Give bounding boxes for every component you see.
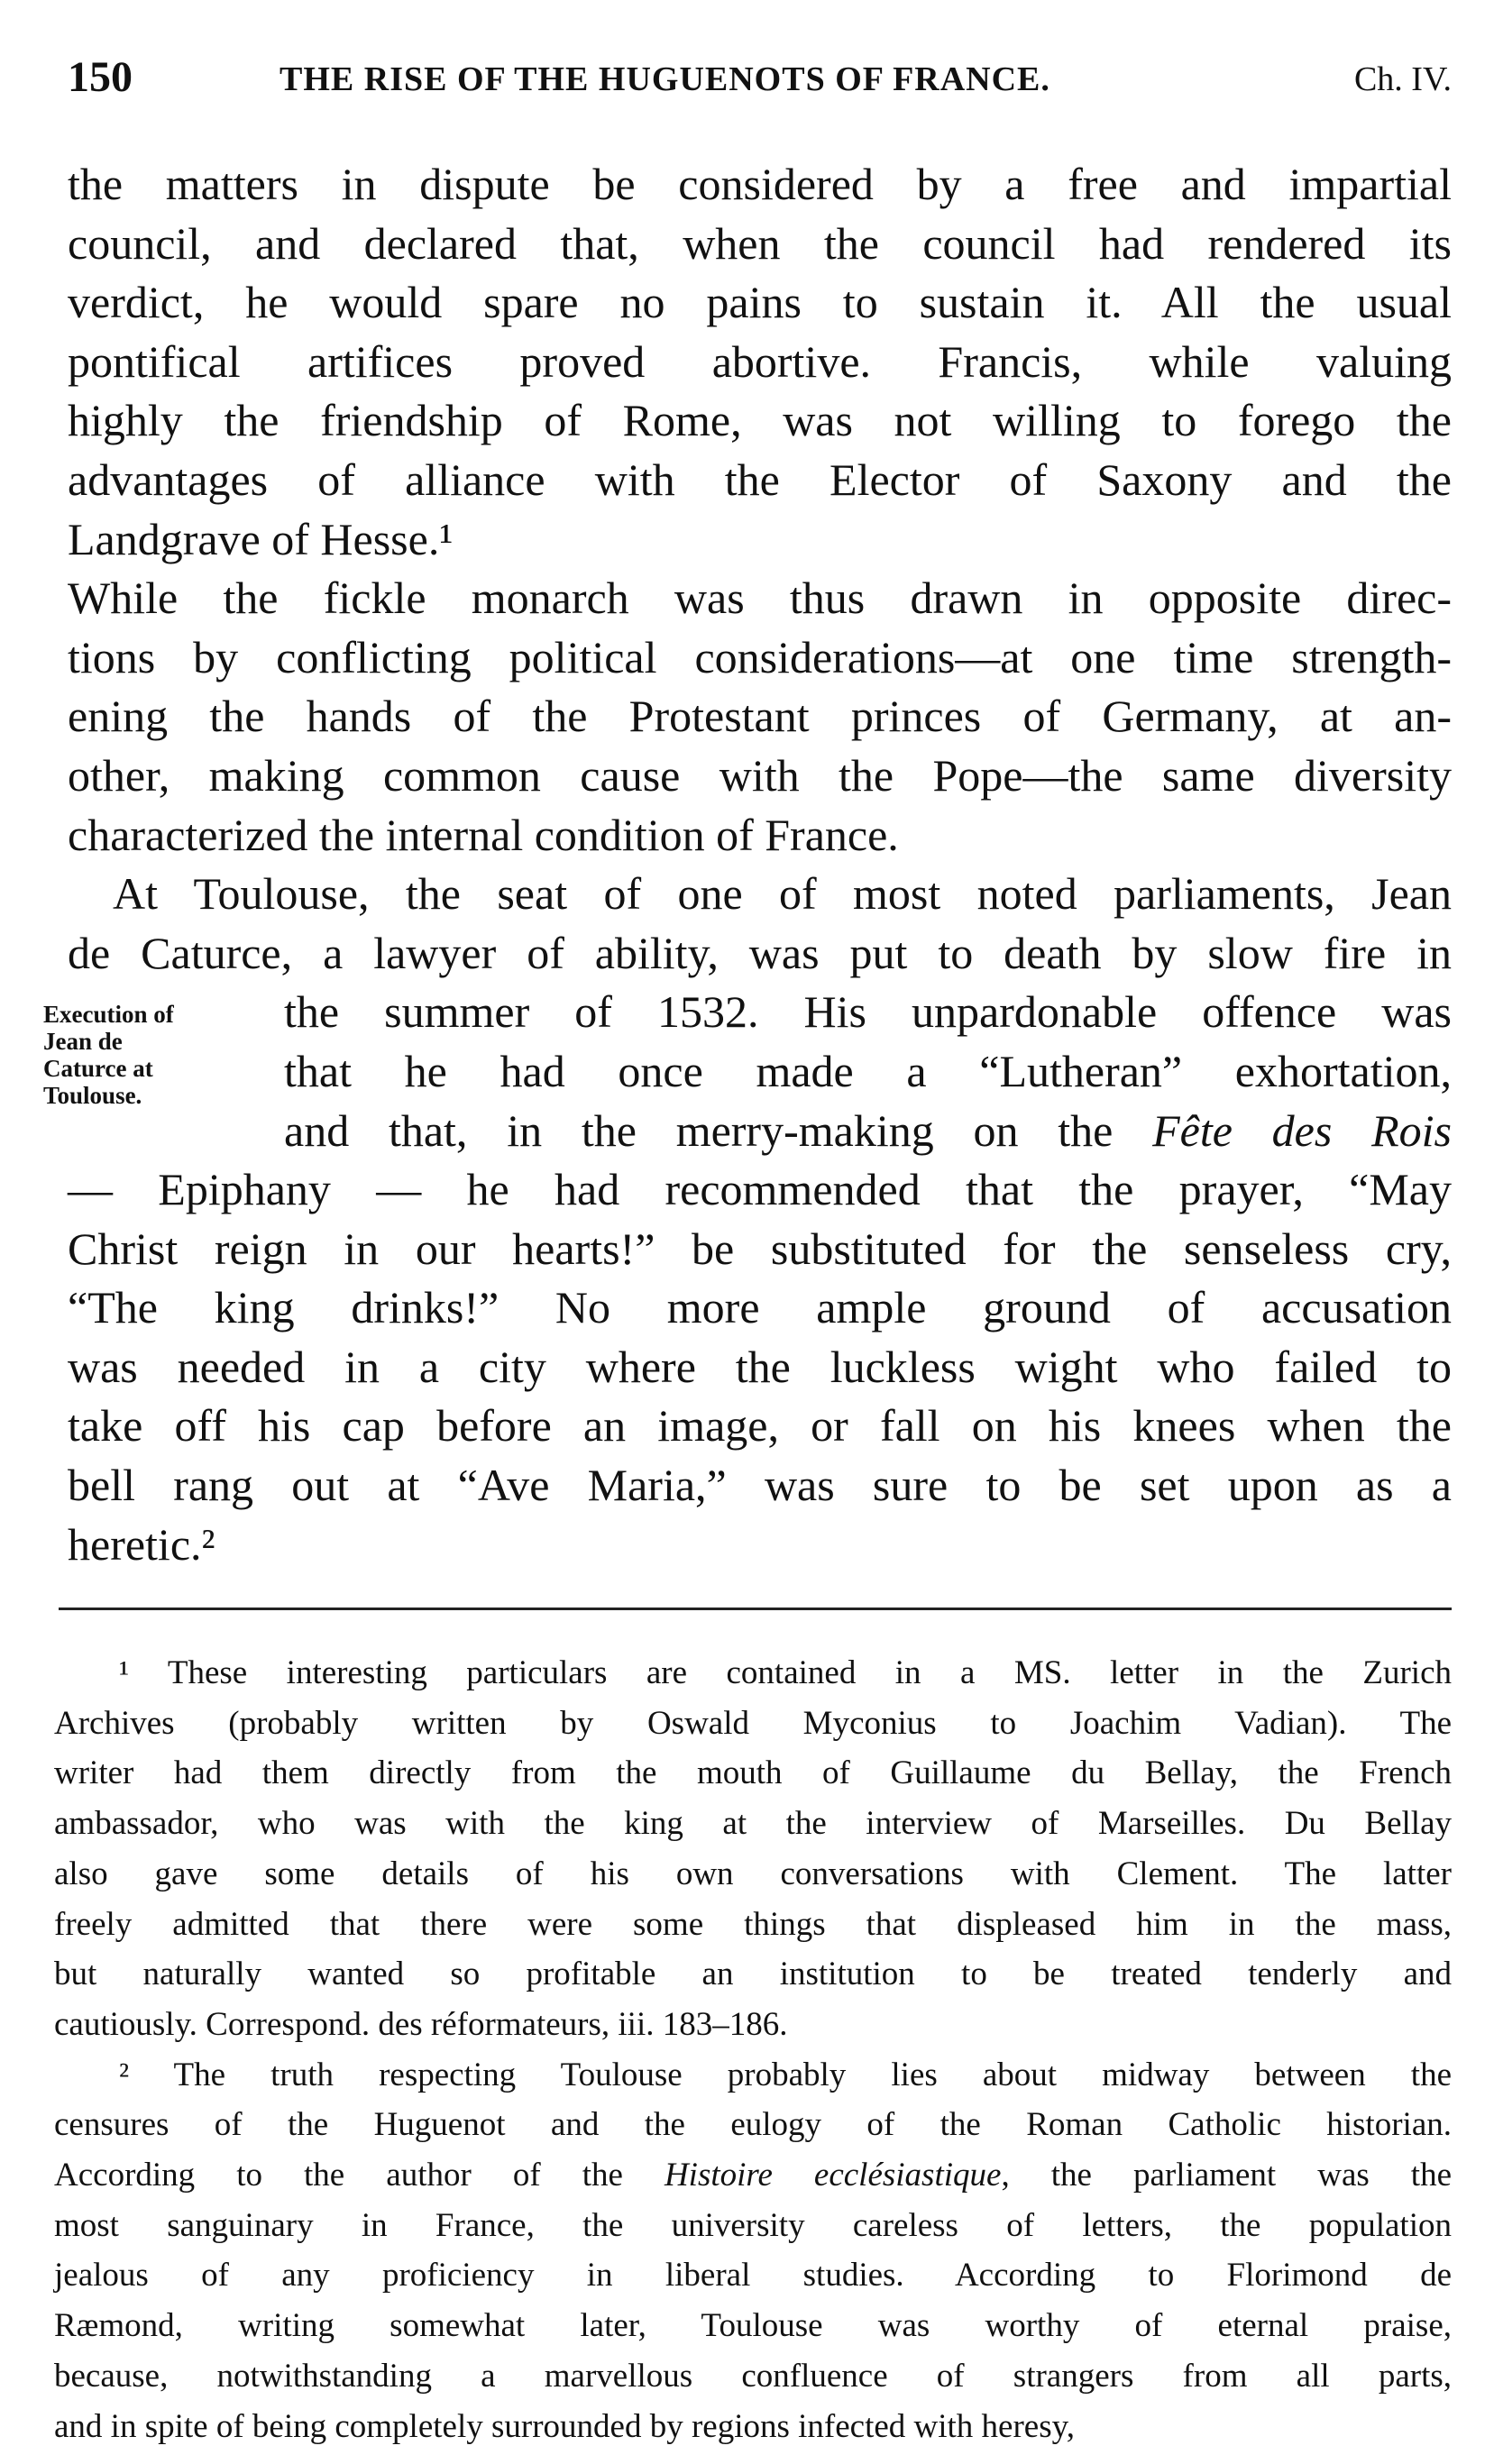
text-line bbox=[54, 2000, 1452, 2050]
text-segment: censures of the Huguenot and the eulogy of the Roman Catholic historian. bbox=[54, 2106, 1452, 2144]
text-segment: bell rang out at “Ave Maria,” was sure to be set upon as a bbox=[68, 1460, 1452, 1511]
text-segment: writer had them directly from the mouth of Guillaume du Bellay, the French bbox=[54, 1754, 1452, 1792]
text-line bbox=[68, 687, 1452, 747]
text-segment: ¹ These interesting particulars are contained in a MS. letter in the Zurich bbox=[119, 1654, 1452, 1691]
text-line bbox=[68, 569, 1452, 628]
footnotes bbox=[54, 1648, 1452, 2451]
text-segment: freely admitted that there were some things that displeased him in the mass, bbox=[54, 1905, 1452, 1943]
text-segment: Landgrave of Hesse.¹ bbox=[68, 513, 454, 564]
text-line bbox=[68, 924, 1452, 984]
text-segment: other, making common cause with the Pope—the same diversity bbox=[68, 749, 1452, 801]
paragraph bbox=[68, 569, 1452, 865]
text-segment: ambassador, who was with the king at the interview of Marseilles. Du Bellay bbox=[54, 1805, 1452, 1843]
text-segment: “The king drinks!” No more ample ground of accusation bbox=[68, 1282, 1452, 1333]
text-segment: ening the hands of the Protestant princes of Germany, at an- bbox=[68, 691, 1452, 742]
text-line bbox=[68, 1102, 1452, 1161]
text-line bbox=[68, 747, 1452, 806]
text-line bbox=[54, 2100, 1452, 2150]
text-line bbox=[68, 1397, 1452, 1456]
text-segment: Archives (probably written by Oswald Myconius to Joachim Vadian). The bbox=[54, 1704, 1452, 1742]
text-line bbox=[54, 1748, 1452, 1799]
text-line bbox=[54, 2201, 1452, 2251]
text-segment: heretic.² bbox=[68, 1518, 215, 1570]
text-line bbox=[54, 1799, 1452, 1849]
italic-text: Fête des Rois bbox=[1152, 1104, 1452, 1156]
italic-text: Histoire ecclésiastique bbox=[664, 2157, 1002, 2194]
text-line bbox=[54, 2402, 1452, 2452]
text-segment: tions by conflicting political considerations—at one time strength- bbox=[68, 631, 1452, 682]
text-line bbox=[54, 1849, 1452, 1900]
text-line bbox=[68, 1456, 1452, 1516]
margin-note-line: Toulouse. bbox=[43, 1082, 142, 1109]
text-segment: — Epiphany — he had recommended that the prayer, “May bbox=[68, 1164, 1452, 1215]
running-header bbox=[68, 52, 1452, 106]
text-line bbox=[68, 451, 1452, 510]
text-line bbox=[68, 333, 1452, 392]
text-line bbox=[68, 628, 1452, 688]
text-segment: de Caturce, a lawyer of ability, was put to death by slow fire in bbox=[68, 927, 1452, 978]
footnote bbox=[54, 2050, 1452, 2452]
text-line bbox=[68, 865, 1452, 924]
text-line bbox=[54, 2301, 1452, 2351]
text-line bbox=[68, 1220, 1452, 1279]
text-segment: At Toulouse, the seat of one of most noted parliaments, Jean bbox=[113, 868, 1452, 920]
text-line bbox=[68, 273, 1452, 333]
text-segment: ² The truth respecting Toulouse probably lies about midway between the bbox=[119, 2056, 1452, 2093]
footnote-rule bbox=[59, 1608, 1452, 1610]
text-segment: take off his cap before an image, or fall on his knees when the bbox=[68, 1400, 1452, 1452]
text-segment: and that, in the merry-making on the bbox=[284, 1104, 1153, 1156]
margin-note bbox=[43, 1001, 174, 1109]
text-line bbox=[68, 1042, 1452, 1102]
margin-note-line: Jean de bbox=[43, 1028, 123, 1055]
footnote bbox=[54, 1648, 1452, 2050]
text-line bbox=[68, 1516, 1452, 1575]
text-line bbox=[54, 2250, 1452, 2301]
page-number: 150 bbox=[68, 53, 133, 101]
text-line bbox=[68, 983, 1452, 1042]
text-line bbox=[54, 1900, 1452, 1950]
text-segment: the matters in dispute be considered by a free and impartial bbox=[68, 159, 1452, 209]
text-line bbox=[54, 2150, 1452, 2201]
text-line bbox=[54, 1699, 1452, 1749]
text-segment: because, notwithstanding a marvellous confluence of strangers from all parts, bbox=[54, 2357, 1452, 2395]
text-segment: characterized the internal condition of France. bbox=[68, 809, 899, 860]
text-segment: the summer of 1532. His unpardonable offence was bbox=[284, 986, 1452, 1038]
running-title: THE RISE OF THE HUGUENOTS OF FRANCE. bbox=[280, 60, 1050, 98]
text-line bbox=[54, 2050, 1452, 2101]
body-text bbox=[68, 155, 1452, 1574]
text-line bbox=[68, 1338, 1452, 1397]
margin-note-line: Execution of bbox=[43, 1001, 174, 1028]
text-segment: that he had once made a “Lutheran” exhortation, bbox=[284, 1045, 1452, 1096]
text-line bbox=[68, 1160, 1452, 1220]
text-segment: Christ reign in our hearts!” be substituted for the senseless cry, bbox=[68, 1223, 1452, 1274]
text-segment: Ræmond, writing somewhat later, Toulouse was worthy of eternal praise, bbox=[54, 2307, 1452, 2345]
text-segment: verdict, he would spare no pains to sustain it. All the usual bbox=[68, 277, 1452, 328]
paragraph bbox=[68, 865, 1452, 1574]
text-segment: also gave some details of his own conversations with Clement. The latter bbox=[54, 1855, 1452, 1892]
text-segment: but naturally wanted so profitable an institution to be treated tenderly and bbox=[54, 1956, 1452, 1993]
text-segment: According to the author of the bbox=[54, 2157, 665, 2194]
text-segment: was needed in a city where the luckless wight who failed to bbox=[68, 1341, 1452, 1392]
text-line bbox=[68, 215, 1452, 274]
text-line bbox=[68, 391, 1452, 451]
margin-note-line: Caturce at bbox=[43, 1055, 153, 1082]
text-line bbox=[68, 1278, 1452, 1338]
text-line bbox=[68, 510, 1452, 570]
text-segment: , the parliament was the bbox=[1001, 2157, 1453, 2194]
text-segment: highly the friendship of Rome, was not willing to forego the bbox=[68, 395, 1452, 446]
paragraph bbox=[68, 155, 1452, 569]
text-line bbox=[54, 2351, 1452, 2402]
text-line bbox=[54, 1949, 1452, 2000]
text-line bbox=[68, 806, 1452, 866]
text-line bbox=[54, 1648, 1452, 1699]
text-segment: and in spite of being completely surrounded by regions infected with heresy, bbox=[54, 2407, 1075, 2445]
text-segment: jealous of any proficiency in liberal studies. According to Florimond de bbox=[54, 2257, 1452, 2295]
text-segment: cautiously. Correspond. des réformateurs, iii. 183–186. bbox=[54, 2005, 788, 2043]
chapter-label: Ch. IV. bbox=[1353, 60, 1452, 98]
text-segment: most sanguinary in France, the university careless of letters, the population bbox=[54, 2206, 1452, 2244]
text-segment: While the fickle monarch was thus drawn in opposite direc- bbox=[68, 572, 1452, 624]
text-segment: council, and declared that, when the council had rendered its bbox=[68, 217, 1452, 269]
text-segment: advantages of alliance with the Elector of Saxony and the bbox=[68, 453, 1452, 505]
text-segment: pontifical artifices proved abortive. Francis, while valuing bbox=[68, 335, 1452, 387]
text-line bbox=[68, 155, 1452, 215]
